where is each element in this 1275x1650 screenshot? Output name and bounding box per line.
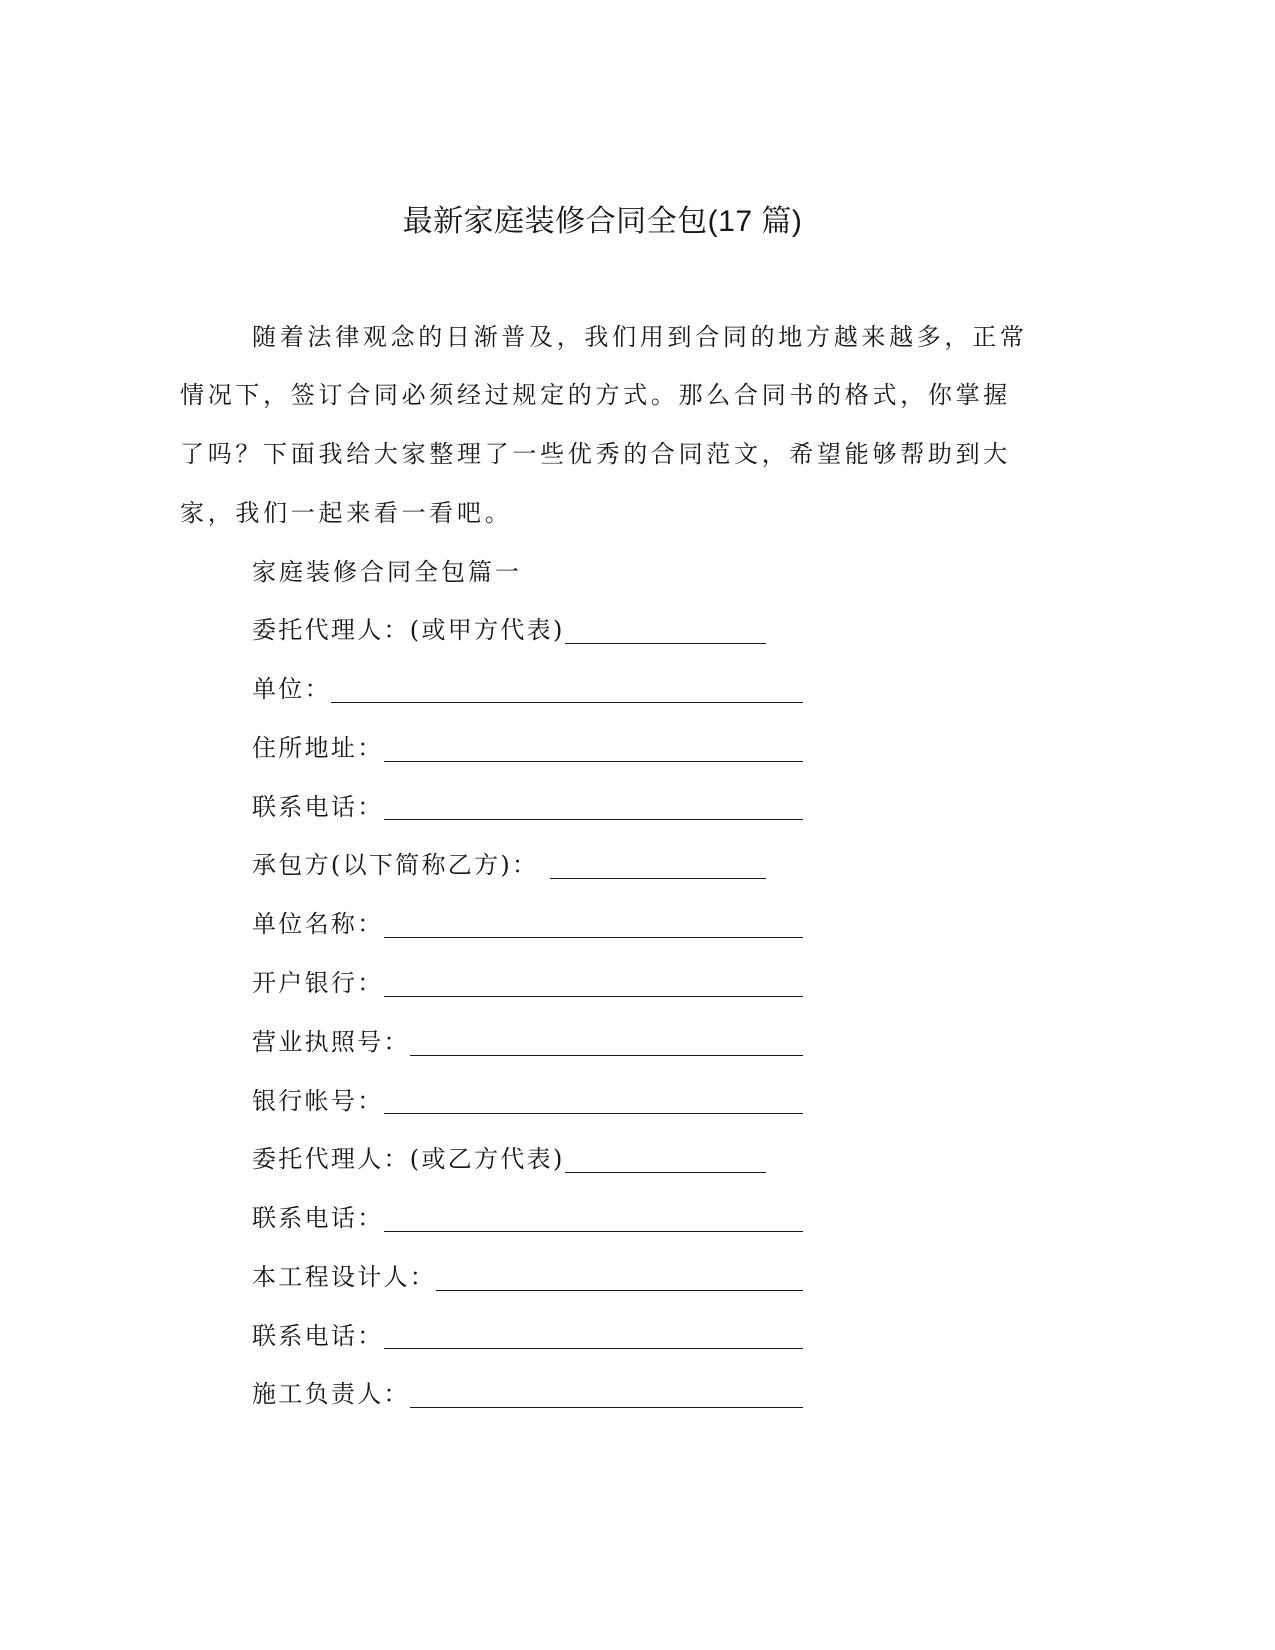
intro-paragraph-line: 了吗？下面我给大家整理了一些优秀的合同范文，希望能够帮助到大 xyxy=(180,440,1011,469)
fill-in-blank-line xyxy=(410,1054,803,1056)
field-label: 联系电话： xyxy=(252,1321,384,1350)
field-row-phone xyxy=(180,778,803,837)
fill-in-blank-line xyxy=(550,877,766,879)
field-label: 单位名称： xyxy=(252,910,384,939)
field-label: 营业执照号： xyxy=(252,1027,410,1056)
fill-in-blank-line xyxy=(384,936,804,938)
field-row-party-b-agent xyxy=(180,1130,766,1189)
section-heading: 家庭装修合同全包篇一 xyxy=(252,557,522,586)
fill-in-blank-line xyxy=(384,760,804,762)
field-row-party-a-agent xyxy=(180,601,766,660)
field-label: 委托代理人：(或甲方代表) xyxy=(252,616,565,645)
field-row-phone xyxy=(180,1307,803,1366)
field-row-unit xyxy=(180,660,803,719)
document-body xyxy=(180,308,1050,1425)
document-title: 最新家庭装修合同全包(17 篇) xyxy=(402,205,803,238)
field-row-bank xyxy=(180,954,803,1013)
fill-in-blank-line xyxy=(410,1406,803,1408)
fill-in-blank-line xyxy=(384,1347,804,1349)
fill-in-blank-line xyxy=(565,642,766,644)
fill-in-blank-line xyxy=(384,1230,804,1232)
field-label: 承包方(以下简称乙方)： xyxy=(252,851,539,880)
field-row-address xyxy=(180,719,803,778)
field-row-business-license xyxy=(180,1013,803,1072)
fill-in-blank-line xyxy=(384,995,804,997)
field-label: 联系电话： xyxy=(252,792,384,821)
fill-in-blank-line xyxy=(384,1112,804,1114)
field-label: 银行帐号： xyxy=(252,1086,384,1115)
field-row-phone xyxy=(180,1189,803,1248)
field-label: 联系电话： xyxy=(252,1204,384,1233)
field-label: 委托代理人：(或乙方代表) xyxy=(252,1145,565,1174)
field-label: 开户银行： xyxy=(252,969,384,998)
field-label: 单位： xyxy=(252,675,331,704)
field-row-construction-lead xyxy=(180,1365,803,1424)
fill-in-blank-line xyxy=(331,701,803,703)
intro-paragraph-line: 随着法律观念的日渐普及，我们用到合同的地方越来越多，正常 xyxy=(252,322,1028,351)
fill-in-blank-line xyxy=(565,1171,766,1173)
field-label: 施工负责人： xyxy=(252,1380,410,1409)
fill-in-blank-line xyxy=(436,1289,803,1291)
field-row-designer xyxy=(180,1248,803,1307)
intro-paragraph-line: 情况下，签订合同必须经过规定的方式。那么合同书的格式，你掌握 xyxy=(180,381,1011,410)
field-row-bank-account xyxy=(180,1072,803,1131)
intro-paragraph-line: 家，我们一起来看一看吧。 xyxy=(180,498,513,527)
field-row-contractor xyxy=(180,836,766,895)
field-row-unit-name xyxy=(180,895,803,954)
field-label: 住所地址： xyxy=(252,733,384,762)
field-label: 本工程设计人： xyxy=(252,1262,437,1291)
fill-in-blank-line xyxy=(384,818,804,820)
